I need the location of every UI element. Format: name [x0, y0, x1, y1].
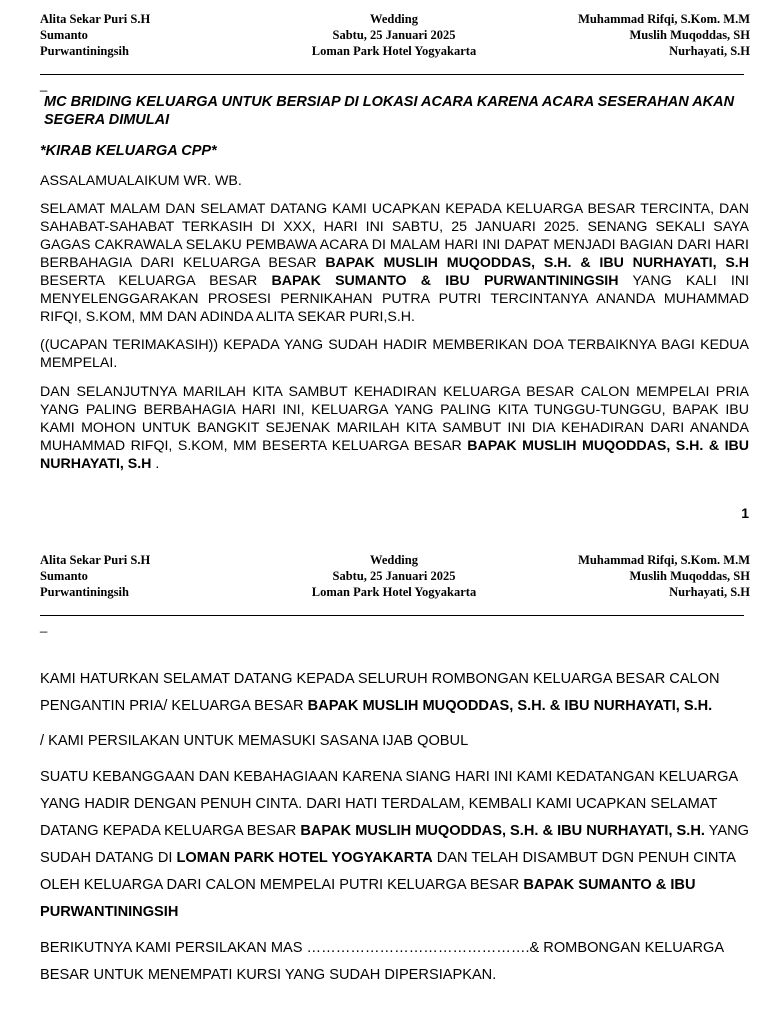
header-right	[578, 11, 750, 59]
paragraph: DAN SELANJUTNYA MARILAH KITA SAMBUT KEHADIRAN KELUARGA BESAR CALON MEMPELAI PRIA YANG PALING BERBAHAGIA HARI INI, KELUARGA YANG PALING KITA TUNGGU-TUNGGU, BAPAK IBU KAMI MOHON UNTUK BANGKIT SEJENAK MARILAH KITA SAMBUT INI DIA KEHADIRAN DARI ANANDA MUHAMMAD RIFQI, S.KOM, MM BESERTA KELUARGA BESAR BAPAK MUSLIH MUQODDAS, S.H. & IBU NURHAYATI, S.H .	[40, 384, 750, 472]
header-groom-father: Muslih Muqoddas, SH	[629, 569, 750, 583]
header-groom: Muhammad Rifqi, S.Kom. M.M	[578, 12, 750, 26]
page1-body	[40, 93, 749, 473]
header-groom-father: Muslih Muqoddas, SH	[629, 28, 750, 42]
header-event: Wedding	[370, 553, 418, 567]
page2-body	[40, 666, 752, 989]
paragraph: SELAMAT MALAM DAN SELAMAT DATANG KAMI UCAPKAN KEPADA KELUARGA BESAR TERCINTA, DAN SAHABAT-SAHABAT TERKASIH DI XXX, HARI INI SABTU, 25 JANUARI 2025. SENANG SEKALI SAYA GAGAS CAKRAWALA SELAKU PEMBAWA ACARA DI MALAM HARI INI DAPAT MENJADI BAGIAN DARI HARI BERBAHAGIA DARI KELUARGA BESAR BAPAK MUSLIH MUQODDAS, S.H. & IBU NURHAYATI, S.H BESERTA KELUARGA BESAR BAPAK SUMANTO & IBU PURWANTININGSIH YANG KALI INI MENYELENGGARAKAN PROSESI PERNIKAHAN PUTRA PUTRI TERCINTANYA ANANDA MUHAMMAD RIFQI, S.KOM, MM DAN ADINDA ALITA SEKAR PURI,S.H.	[40, 201, 750, 325]
header-groom-mother: Nurhayati, S.H	[669, 585, 750, 599]
header-right	[578, 552, 750, 600]
header-divider	[40, 615, 744, 616]
header-underscore: _	[40, 77, 48, 92]
header-bride-father: Sumanto	[40, 28, 88, 42]
paragraph: KAMI HATURKAN SELAMAT DATANG KEPADA SELURUH ROMBONGAN KELUARGA BESAR CALON PENGANTIN PRIA/ KELUARGA BESAR BAPAK MUSLIH MUQODDAS, S.H. & IBU NURHAYATI, S.H.	[40, 671, 720, 714]
greeting: ASSALAMUALAIKUM WR. WB.	[40, 173, 242, 189]
header-date: Sabtu, 25 Januari 2025	[332, 569, 456, 583]
header-bride: Alita Sekar Puri S.H	[40, 12, 151, 26]
header-divider	[40, 74, 744, 75]
section-heading: MC BRIDING KELUARGA UNTUK BERSIAP DI LOKASI ACARA KARENA ACARA SESERAHAN AKAN SEGERA DIMULAI	[44, 94, 735, 128]
page-header	[40, 11, 750, 59]
paragraph: ((UCAPAN TERIMAKASIH)) KEPADA YANG SUDAH HADIR MEMBERIKAN DOA TERBAIKNYA BAGI KEDUA MEMPELAI.	[40, 337, 749, 371]
header-venue: Loman Park Hotel Yogyakarta	[311, 44, 477, 58]
header-groom-mother: Nurhayati, S.H	[669, 44, 750, 58]
header-bride-mother: Purwantiningsih	[40, 44, 129, 58]
header-date: Sabtu, 25 Januari 2025	[332, 28, 456, 42]
page-header	[40, 552, 750, 600]
header-venue: Loman Park Hotel Yogyakarta	[311, 585, 477, 599]
paragraph: BERIKUTNYA KAMI PERSILAKAN MAS ……………………………………….& ROMBONGAN KELUARGA BESAR UNTUK MENEMPATI KURSI YANG SUDAH DIPERSIAPKAN.	[40, 940, 724, 983]
header-underscore: _	[40, 618, 48, 633]
header-event: Wedding	[370, 12, 418, 26]
header-bride: Alita Sekar Puri S.H	[40, 553, 151, 567]
header-groom: Muhammad Rifqi, S.Kom. M.M	[578, 553, 750, 567]
page-number: 1	[741, 505, 749, 521]
section-subheading: *KIRAB KELUARGA CPP*	[40, 143, 217, 159]
header-bride-father: Sumanto	[40, 569, 88, 583]
header-bride-mother: Purwantiningsih	[40, 585, 129, 599]
paragraph: SUATU KEBANGGAAN DAN KEBAHAGIAAN KARENA SIANG HARI INI KAMI KEDATANGAN KELUARGA YANG HADIR DENGAN PENUH CINTA. DARI HATI TERDALAM, KEMBALI KAMI UCAPKAN SELAMAT DATANG KEPADA KELUARGA BESAR BAPAK MUSLIH MUQODDAS, S.H. & IBU NURHAYATI, S.H. YANG SUDAH DATANG DI LOMAN PARK HOTEL YOGYAKARTA DAN TELAH DISAMBUT DGN PENUH CINTA OLEH KELUARGA DARI CALON MEMPELAI PUTRI KELUARGA BESAR BAPAK SUMANTO & IBU PURWANTININGSIH	[40, 769, 750, 920]
paragraph: / KAMI PERSILAKAN UNTUK MEMASUKI SASANA IJAB QOBUL	[40, 733, 469, 749]
